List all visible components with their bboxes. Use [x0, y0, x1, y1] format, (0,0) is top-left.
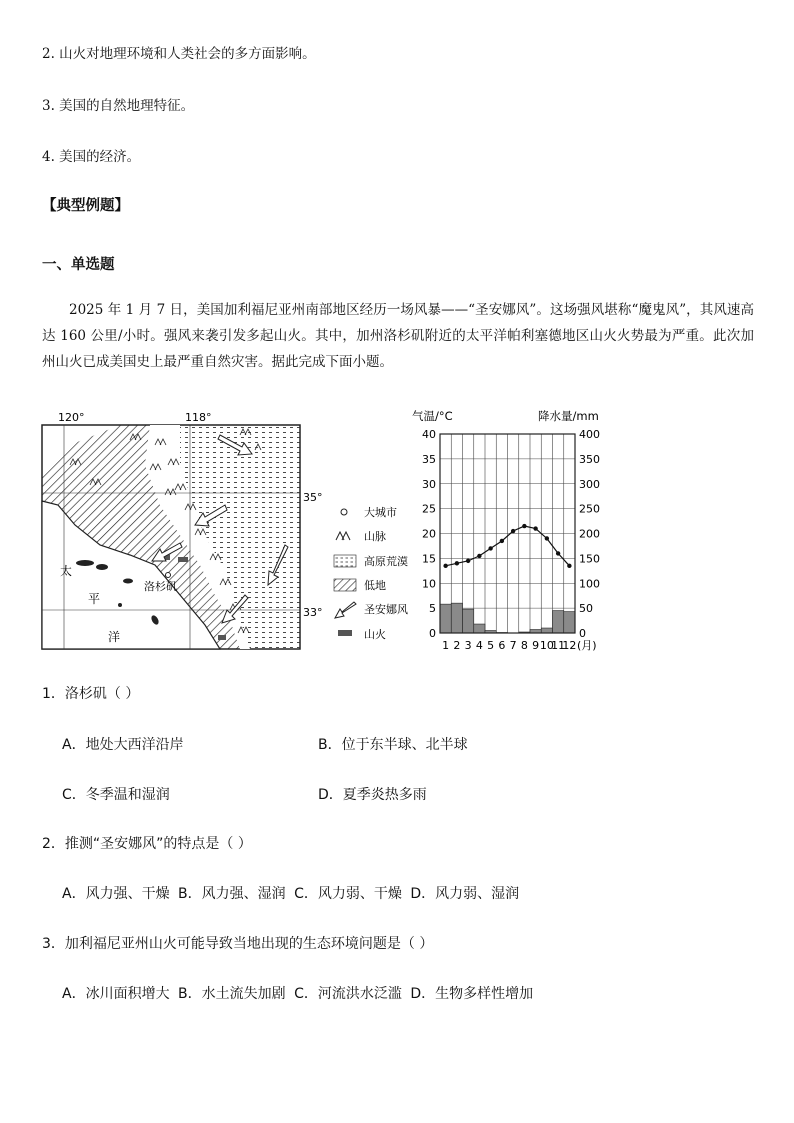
precipitation-bar [553, 611, 564, 633]
q3-option-b[interactable]: B．水土流失加剧 [178, 986, 286, 1002]
q3-option-a[interactable]: A．冰川面积增大 [62, 986, 170, 1002]
month-label: 8 [520, 639, 528, 652]
lon-label-120: 120° [58, 411, 85, 424]
temperature-point [567, 564, 571, 568]
precipitation-bar [440, 604, 451, 633]
precipitation-bar [474, 624, 485, 633]
lon-label-118: 118° [185, 411, 212, 424]
temperature-point [511, 529, 515, 533]
month-label: 3 [464, 639, 472, 652]
month-label: 12 [562, 639, 577, 652]
legend-lowland-symbol [334, 579, 356, 591]
month-label: 5 [487, 639, 495, 652]
month-label: 9 [532, 639, 540, 652]
temperature-point [556, 551, 560, 555]
legend-wind-symbol [335, 602, 356, 618]
intro-item-4: 4. 美国的经济。 [42, 149, 141, 165]
temperature-point [477, 554, 481, 558]
precipitation-bar [463, 609, 474, 633]
temperature-point [443, 564, 447, 568]
question-3-stem: 3．加利福尼亚州山火可能导致当地出现的生态环境问题是（ ） [42, 936, 434, 952]
q1-option-b[interactable]: B．位于东半球、北半球 [318, 737, 468, 753]
q2-option-c[interactable]: C．风力弱、干燥 [294, 886, 402, 902]
precipitation-bar [541, 628, 552, 633]
q3-option-d[interactable]: D．生物多样性增加 [410, 986, 534, 1002]
q1-option-a[interactable]: A．地处大西洋沿岸 [62, 737, 184, 753]
temperature-point [533, 526, 537, 530]
temperature-point [545, 536, 549, 540]
month-label: 10 [539, 639, 554, 652]
q3-options [62, 983, 537, 1003]
legend-fire-symbol [338, 630, 352, 636]
legend-desert: 高原荒漠 [364, 555, 408, 568]
city-label: 洛杉矶 [144, 580, 177, 593]
question-2-stem: 2．推测“圣安娜风”的特点是（ ） [42, 836, 252, 852]
month-label: 1 [442, 639, 450, 652]
city-dot [166, 573, 171, 578]
subsection-title: 一、单选题 [42, 256, 115, 273]
q1-option-c[interactable]: C．冬季温和湿润 [62, 787, 170, 803]
right-tick-label: 350 [579, 452, 600, 466]
temperature-point [500, 539, 504, 543]
left-tick-label: 35 [422, 452, 436, 466]
lat-label-33: 33° [303, 606, 323, 619]
temperature-point [522, 524, 526, 528]
temperature-point [488, 546, 492, 550]
map-figure [30, 405, 330, 655]
right-tick-label: 0 [579, 627, 586, 640]
month-label: 6 [498, 639, 506, 652]
right-tick-label: 150 [579, 552, 600, 566]
legend-desert-symbol [334, 555, 356, 567]
left-tick-label: 40 [422, 428, 436, 441]
precipitation-bar [451, 603, 462, 633]
legend-city-symbol [341, 509, 347, 515]
month-label: 11 [551, 639, 566, 652]
intro-item-2: 2. 山火对地理环境和人类社会的多方面影响。 [42, 46, 316, 62]
month-label: 7 [509, 639, 517, 652]
left-tick-label: 15 [422, 552, 436, 566]
month-label: 2 [453, 639, 461, 652]
q3-option-c[interactable]: C．河流洪水泛滥 [294, 986, 402, 1002]
lat-label-35: 35° [303, 491, 323, 504]
q2-options [62, 883, 523, 903]
left-axis-title: 气温/°C [412, 409, 453, 423]
legend-mountain-symbol [336, 532, 350, 540]
legend-city: 大城市 [364, 506, 397, 519]
q2-option-a[interactable]: A．风力强、干燥 [62, 886, 170, 902]
temperature-point [466, 559, 470, 563]
passage: 2025 年 1 月 7 日，美国加利福尼亚州南部地区经历一场风暴——“圣安娜风”。这场强风堪称“魔鬼风”，其风速高达 160 公里/小时。强风来袭引发多起山火。其中，加州洛杉矶附近的太平洋帕利塞德地区山火火势最为严重。此次加州山火已成美国史上最严重自然灾害。据此完成下面小题。 [42, 302, 754, 370]
ocean-char-3: 洋 [108, 630, 121, 644]
left-tick-label: 10 [422, 577, 436, 591]
left-tick-label: 30 [422, 477, 436, 491]
question-1-stem: 1．洛杉矶（ ） [42, 686, 140, 702]
right-axis-title: 降水量/mm [538, 409, 599, 423]
right-tick-label: 200 [579, 527, 600, 541]
legend-lowland: 低地 [364, 579, 386, 592]
climate-chart [410, 405, 610, 655]
right-tick-label: 250 [579, 502, 600, 516]
right-tick-label: 100 [579, 577, 600, 591]
left-tick-label: 25 [422, 502, 436, 516]
precipitation-bar [564, 612, 575, 633]
q2-option-d[interactable]: D．风力弱、湿润 [410, 886, 520, 902]
right-tick-label: 50 [579, 602, 593, 616]
q1-option-d[interactable]: D．夏季炎热多雨 [318, 787, 427, 803]
left-tick-label: 20 [422, 527, 436, 541]
section-title: 【典型例题】 [42, 197, 129, 214]
ocean-char-2: 平 [88, 592, 101, 606]
intro-item-3: 3. 美国的自然地理特征。 [42, 98, 195, 114]
right-tick-label: 300 [579, 477, 600, 491]
q2-option-b[interactable]: B．风力强、湿润 [178, 886, 286, 902]
month-unit-label: (月) [577, 639, 597, 652]
legend-mountain: 山脉 [364, 530, 386, 543]
left-tick-label: 5 [429, 602, 436, 616]
legend-wind: 圣安娜风 [364, 603, 408, 616]
ocean-char-1: 太 [60, 564, 73, 578]
temperature-point [455, 561, 459, 565]
legend-fire: 山火 [364, 628, 386, 641]
left-tick-label: 0 [429, 627, 436, 640]
right-tick-label: 400 [579, 428, 600, 441]
month-label: 4 [475, 639, 483, 652]
